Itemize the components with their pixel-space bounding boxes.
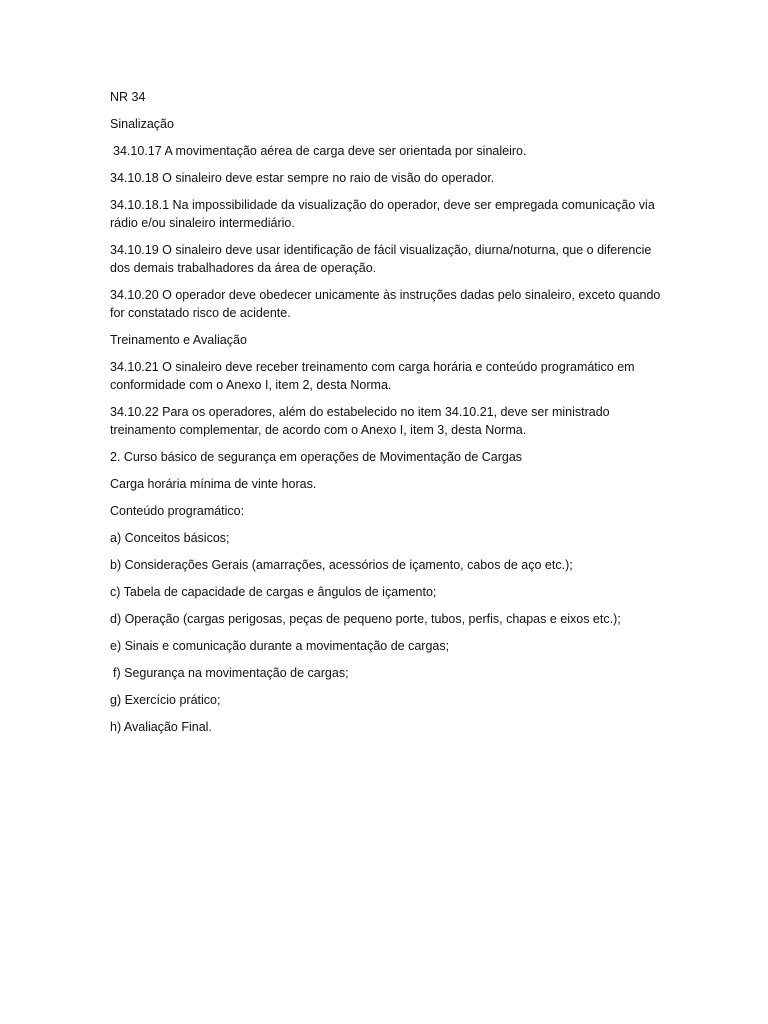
program-heading: Conteúdo programático: [110,504,245,518]
document-title: NR 34 [110,90,146,104]
list-item: h) Avaliação Final. [110,720,212,734]
list-item: a) Conceitos básicos; [110,531,230,545]
list-item: g) Exercício prático; [110,693,221,707]
course-hours: Carga horária mínima de vinte horas. [110,477,317,491]
list-item: d) Operação (cargas perigosas, peças de pequeno porte, tubos, perfis, chapas e eixos etc.); [110,612,621,626]
list-item: c) Tabela de capacidade de cargas e ângulos de içamento; [110,585,437,599]
paragraph-34-10-17: 34.10.17 A movimentação aérea de carga deve ser orientada por sinaleiro. [113,144,527,158]
paragraph-34-10-18: 34.10.18 O sinaleiro deve estar sempre no raio de visão do operador. [110,171,495,185]
section-heading-treinamento: Treinamento e Avaliação [110,333,247,347]
paragraph-34-10-19: 34.10.19 O sinaleiro deve usar identificação de fácil visualização, diurna/noturna, que o diferencie dos demais trabalhadores da área de operação. [110,243,652,275]
list-item: e) Sinais e comunicação durante a movimentação de cargas; [110,639,450,653]
paragraph-34-10-22: 34.10.22 Para os operadores, além do estabelecido no item 34.10.21, deve ser ministrado treinamento complementar, de acordo com o Anexo I, item 3, desta Norma. [110,405,610,437]
list-item: f) Segurança na movimentação de cargas; [113,666,349,680]
section-heading-sinalizacao: Sinalização [110,117,174,131]
paragraph-34-10-20: 34.10.20 O operador deve obedecer unicamente às instruções dadas pelo sinaleiro, exceto quando for constatado risco de acidente. [110,288,661,320]
list-item: b) Considerações Gerais (amarrações, acessórios de içamento, cabos de aço etc.); [110,558,573,572]
paragraph-34-10-21: 34.10.21 O sinaleiro deve receber treinamento com carga horária e conteúdo programático em conformidade com o Anexo I, item 2, desta Norma. [110,360,635,392]
document-page [110,88,670,745]
course-heading: 2. Curso básico de segurança em operações de Movimentação de Cargas [110,450,523,464]
paragraph-34-10-18-1: 34.10.18.1 Na impossibilidade da visualização do operador, deve ser empregada comunicação via rádio e/ou sinaleiro intermediário. [110,198,655,230]
